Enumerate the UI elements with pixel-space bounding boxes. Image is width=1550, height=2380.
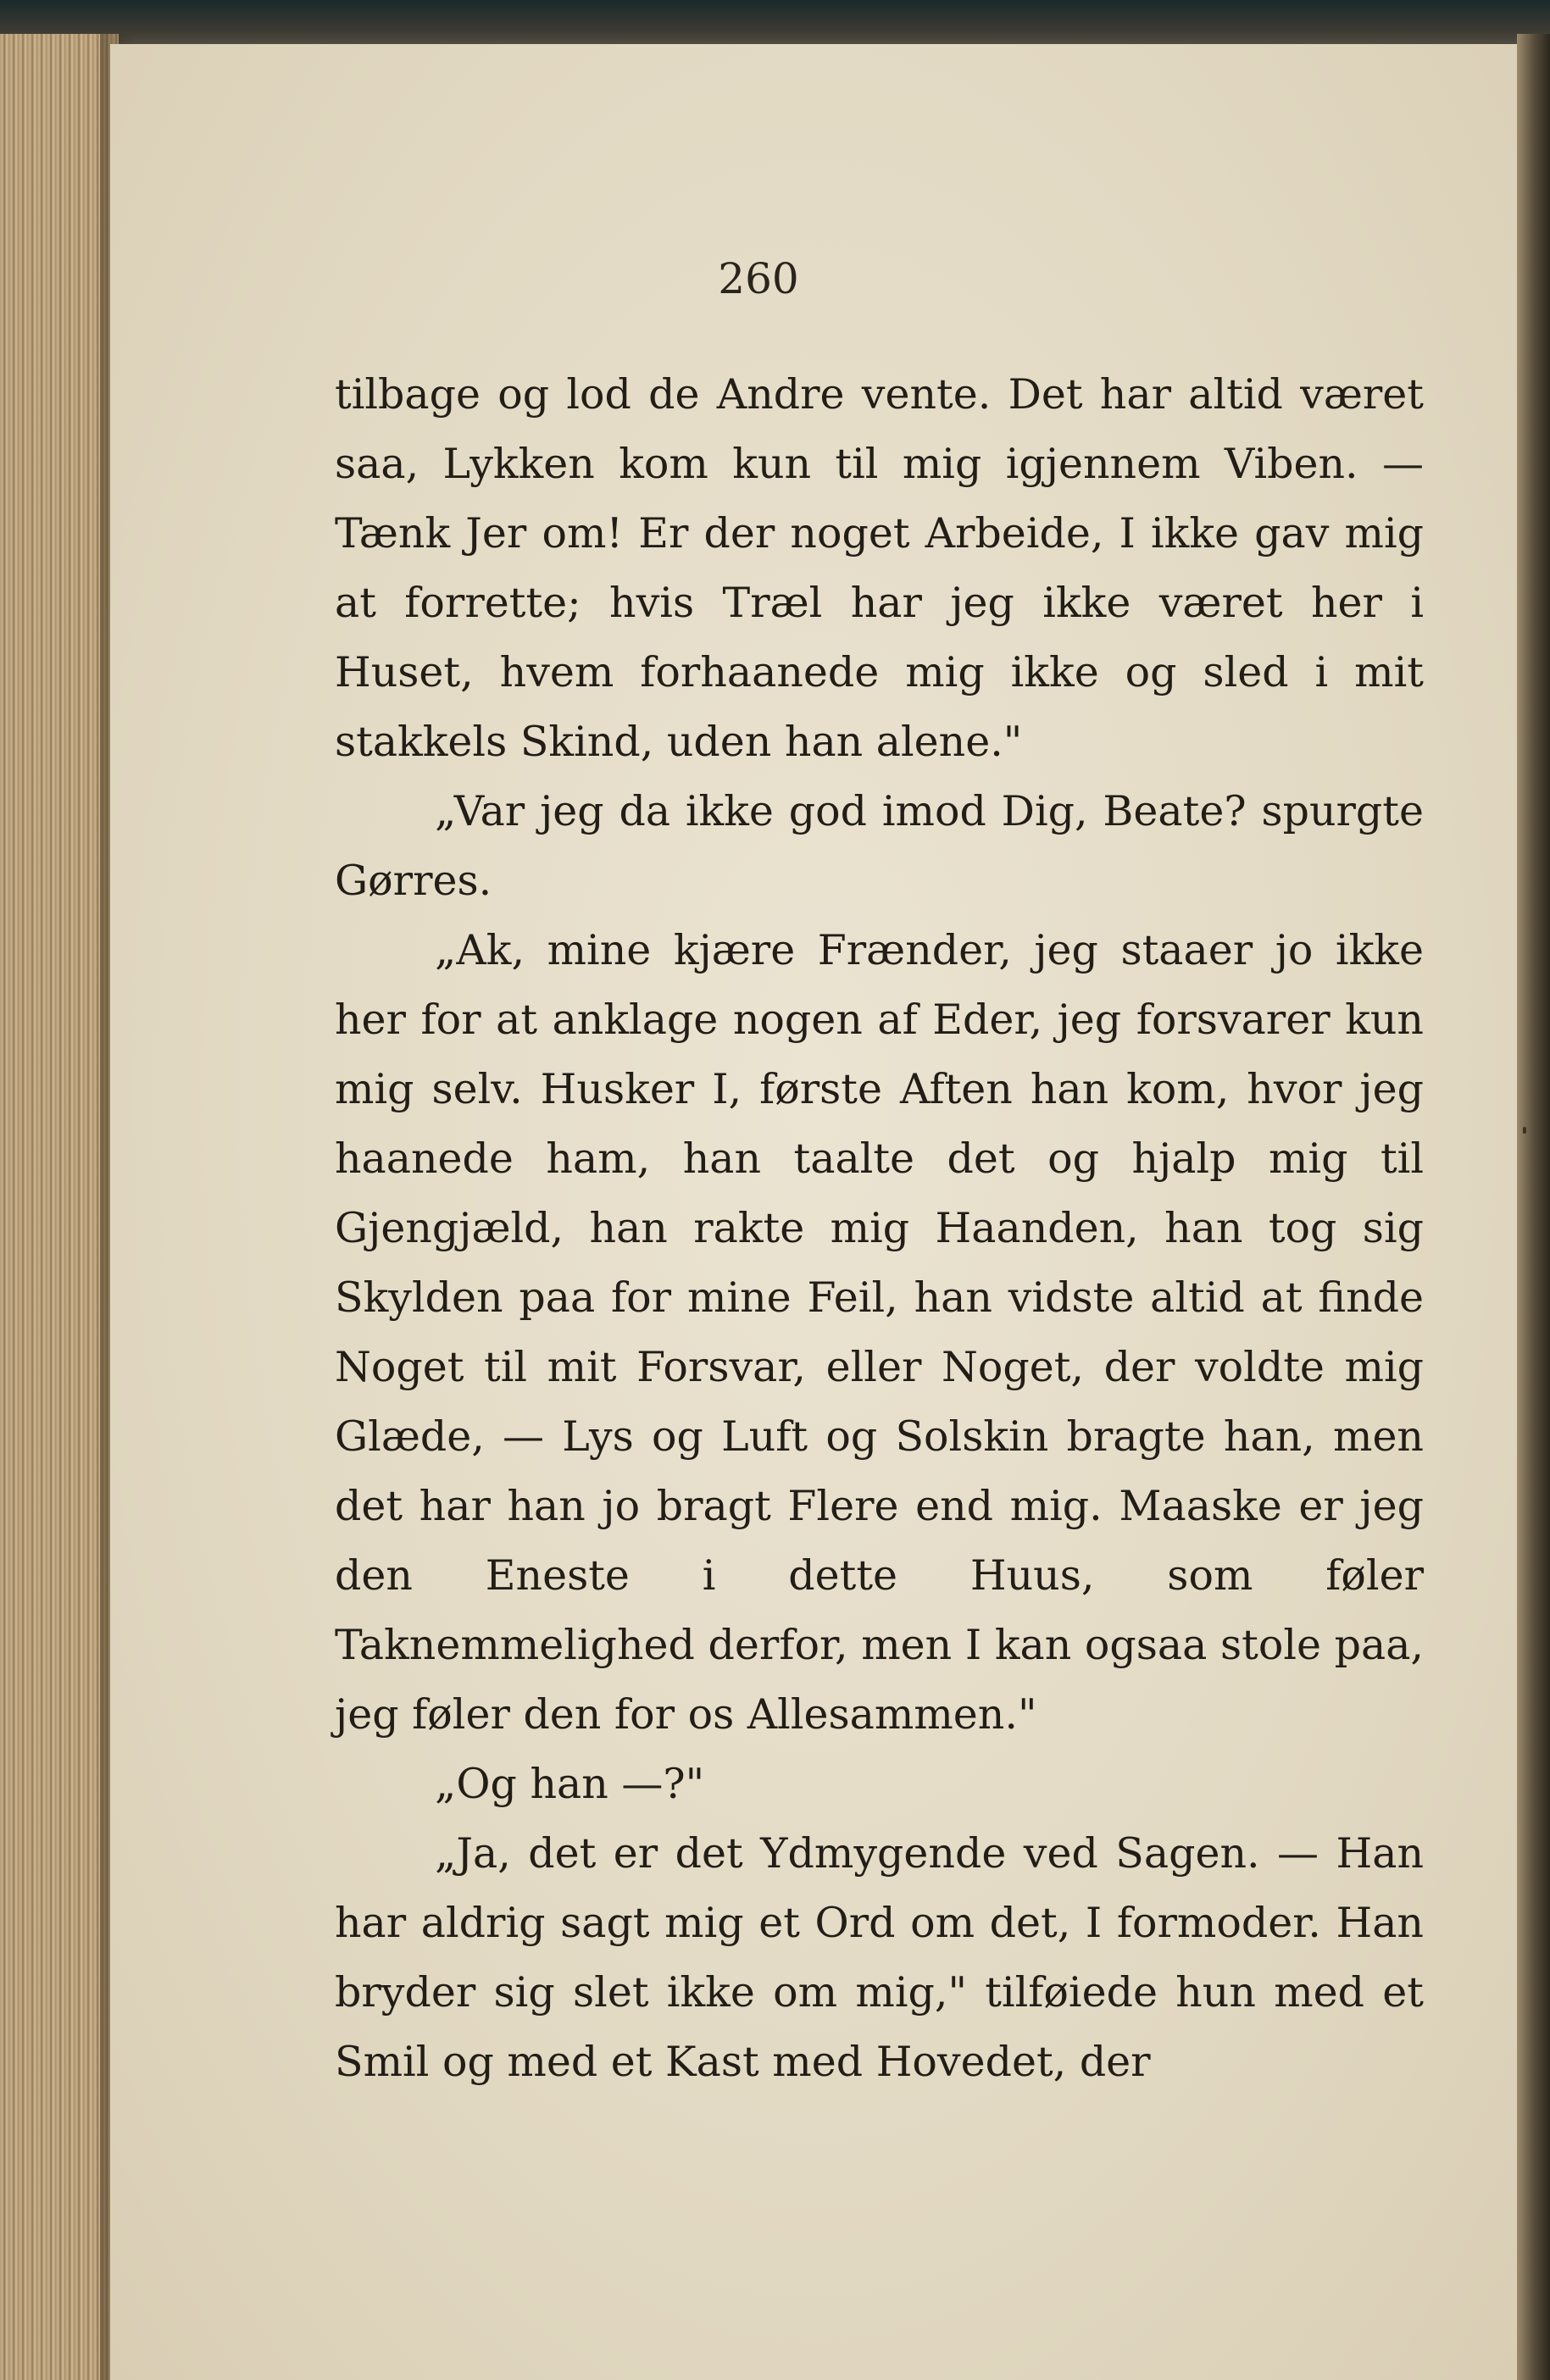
ink-speck	[1523, 1127, 1526, 1134]
book-top-edge	[0, 0, 1550, 51]
paragraph: „Og han —?"	[435, 1760, 705, 1808]
body-text	[335, 360, 1424, 2097]
paragraph: „Ak, mine kjære Frænder, jeg staaer jo ikke her for at anklage nogen af Eder, jeg forsvarer kun mig selv. Husker I, første Aften han kom, hvor jeg haanede ham, han taalte det og hjalp mig til Gjengjæld, han rakte mig Haanden, han tog sig Skylden paa for mine Feil, han vidste altid at finde Noget til mit Forsvar, eller Noget, der voldte mig Glæde, — Lys og Luft og Solskin bragte han, men det har han jo bragt Flere end mig. Maaske er jeg den Eneste i dette Huus, som føler Taknemmelighed derfor, men I kan ogsaa stole paa, jeg føler den for os Allesammen."	[335, 926, 1424, 1739]
paragraph: „Ja, det er det Ydmygende ved Sagen. — Han har aldrig sagt mig et Ord om det, I formoder. Han bryder sig slet ikke om mig," tilføiede hun med et Smil og med et Kast med Hovedet, der	[335, 1829, 1424, 2086]
page-number: 260	[718, 254, 799, 303]
paragraph: „Var jeg da ikke god imod Dig, Beate? spurgte Gørres.	[335, 787, 1424, 905]
paragraph: tilbage og lod de Andre vente. Det har altid været saa, Lykken kom kun til mig igjennem Viben. — Tænk Jer om! Er der noget Arbeide, I ikke gav mig at forrette; hvis Træl har jeg ikke været her i Huset, hvem forhaanede mig ikke og sled i mit stakkels Skind, uden han alene."	[335, 370, 1424, 766]
book-right-edge	[1517, 34, 1550, 2380]
